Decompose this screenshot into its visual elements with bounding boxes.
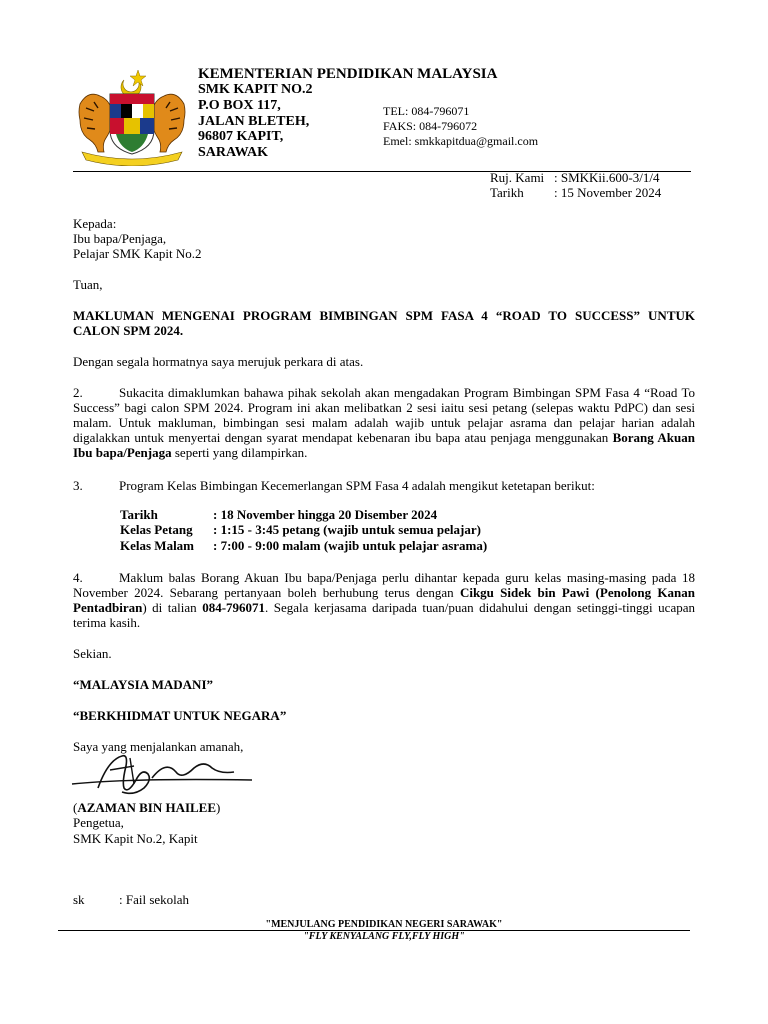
schedule-row-date bbox=[120, 507, 437, 522]
schedule-row-night bbox=[120, 538, 487, 553]
schedule-label: Kelas Malam bbox=[120, 538, 195, 553]
schedule-label: Kelas Petang bbox=[120, 522, 193, 537]
fax: FAKS: 084-796072 bbox=[383, 119, 478, 133]
signature-icon bbox=[68, 748, 258, 804]
signatory-line bbox=[73, 800, 220, 816]
schedule-value: : 7:00 - 9:00 malam (wajib untuk pelajar asrama) bbox=[213, 538, 488, 553]
subject-line bbox=[73, 308, 695, 338]
recipient-line-1: Kepada: bbox=[73, 216, 117, 231]
cc-value: : Fail sekolah bbox=[119, 892, 190, 907]
paragraph-4-text: Maklum balas Borang Akuan Ibu bapa/Penjaga perlu dihantar kepada guru kelas masing-masing pada 18 November 2024. Sebarang pertanyaan boleh berhubung terus dengan bbox=[73, 570, 695, 600]
paragraph-2 bbox=[73, 385, 695, 460]
signatory-name: AZAMAN BIN HAILEE bbox=[77, 800, 217, 815]
paragraph-2-text: Sukacita dimaklumkan bahawa pihak sekolah akan mengadakan Program Bimbingan SPM Fasa 4 “Road To Success” bagi calon SPM 2024. Program ini akan melibatkan 2 sesi iaitu sesi petang (selepas waktu PdPC) dan sesi malam. Untuk makluman, bimbingan sesi malam adalah wajib untuk pelajar asrama dan pelajar harian adalah digalakkan untuk menyertai dengan syarat mendapat kebenaran ibu bapa atau penjaga menggunakan bbox=[73, 385, 695, 445]
date-value: : 15 November 2024 bbox=[554, 185, 662, 200]
signatory-paren-close: ) bbox=[216, 800, 221, 815]
paragraph-4-text-3: . Segala kerjasama daripada tuan/puan didahului dengan setinggi-tinggi ucapan terima kasih. bbox=[73, 600, 695, 630]
cc-label: sk bbox=[73, 892, 85, 907]
telephone: TEL: 084-796071 bbox=[383, 104, 470, 118]
schedule-value: : 1:15 - 3:45 petang (wajib untuk semua pelajar) bbox=[213, 522, 481, 537]
form-name: Borang Akuan Ibu bapa/Penjaga bbox=[73, 430, 695, 460]
date-label: Tarikh bbox=[490, 185, 524, 200]
subject-text: MAKLUMAN MENGENAI PROGRAM BIMBINGAN SPM FASA 4 “ROAD TO SUCCESS” UNTUK CALON SPM 2024. bbox=[73, 308, 695, 338]
paragraph-4-number: 4. bbox=[73, 570, 83, 585]
paragraph-2-tail: seperti yang dilampirkan. bbox=[171, 445, 308, 460]
address-line-1: P.O BOX 117, bbox=[198, 98, 281, 113]
recipient-line-2: Ibu bapa/Penjaga, bbox=[73, 231, 167, 246]
opening-sentence: Dengan segala hormatnya saya merujuk perkara di atas. bbox=[73, 354, 364, 369]
coat-of-arms-icon bbox=[72, 66, 192, 166]
footer-motto-2: "FLY KENYALANG FLY,FLY HIGH" bbox=[303, 931, 465, 942]
paragraph-3-number: 3. bbox=[73, 478, 83, 493]
slogan-malaysia-madani: “MALAYSIA MADANI” bbox=[73, 677, 214, 692]
paragraph-3-text: Program Kelas Bimbingan Kecemerlangan SPM Fasa 4 adalah mengikut ketetapan berikut: bbox=[119, 478, 595, 493]
signatory-paren-open: ( bbox=[73, 800, 78, 815]
reference-value: : SMKKii.600-3/1/4 bbox=[554, 170, 660, 185]
paragraph-4 bbox=[73, 570, 695, 630]
reference-label: Ruj. Kami bbox=[490, 170, 545, 185]
paragraph-3 bbox=[73, 478, 695, 493]
signatory-org: SMK Kapit No.2, Kapit bbox=[73, 831, 198, 846]
address-line-3: 96807 KAPIT, bbox=[198, 129, 284, 144]
closing: Sekian. bbox=[73, 646, 112, 661]
paragraph-4-text-2: ) di talian bbox=[142, 600, 203, 615]
ministry-name: KEMENTERIAN PENDIDIKAN MALAYSIA bbox=[198, 66, 498, 82]
school-name: SMK KAPIT NO.2 bbox=[198, 82, 313, 97]
slogan-berkhidmat: “BERKHIDMAT UNTUK NEGARA” bbox=[73, 708, 287, 723]
schedule-label: Tarikh bbox=[120, 507, 158, 522]
signatory-title: Pengetua, bbox=[73, 815, 124, 830]
contact-phone: 084-796071 bbox=[202, 600, 266, 615]
paragraph-2-number: 2. bbox=[73, 385, 83, 400]
sign-intro: Saya yang menjalankan amanah, bbox=[73, 739, 244, 754]
address-line-4: SARAWAK bbox=[198, 145, 269, 160]
recipient-line-3: Pelajar SMK Kapit No.2 bbox=[73, 246, 202, 261]
footer-motto-1: "MENJULANG PENDIDIKAN NEGERI SARAWAK" bbox=[265, 919, 503, 930]
address-line-2: JALAN BLETEH, bbox=[198, 114, 310, 129]
email: Emel: smkkapitdua@gmail.com bbox=[383, 134, 539, 148]
contact-person: Cikgu Sidek bin Pawi (Penolong Kanan Pentadbiran bbox=[73, 585, 695, 615]
schedule-value: : 18 November hingga 20 Disember 2024 bbox=[213, 507, 438, 522]
schedule-row-afternoon bbox=[120, 522, 481, 537]
salutation: Tuan, bbox=[73, 277, 103, 292]
